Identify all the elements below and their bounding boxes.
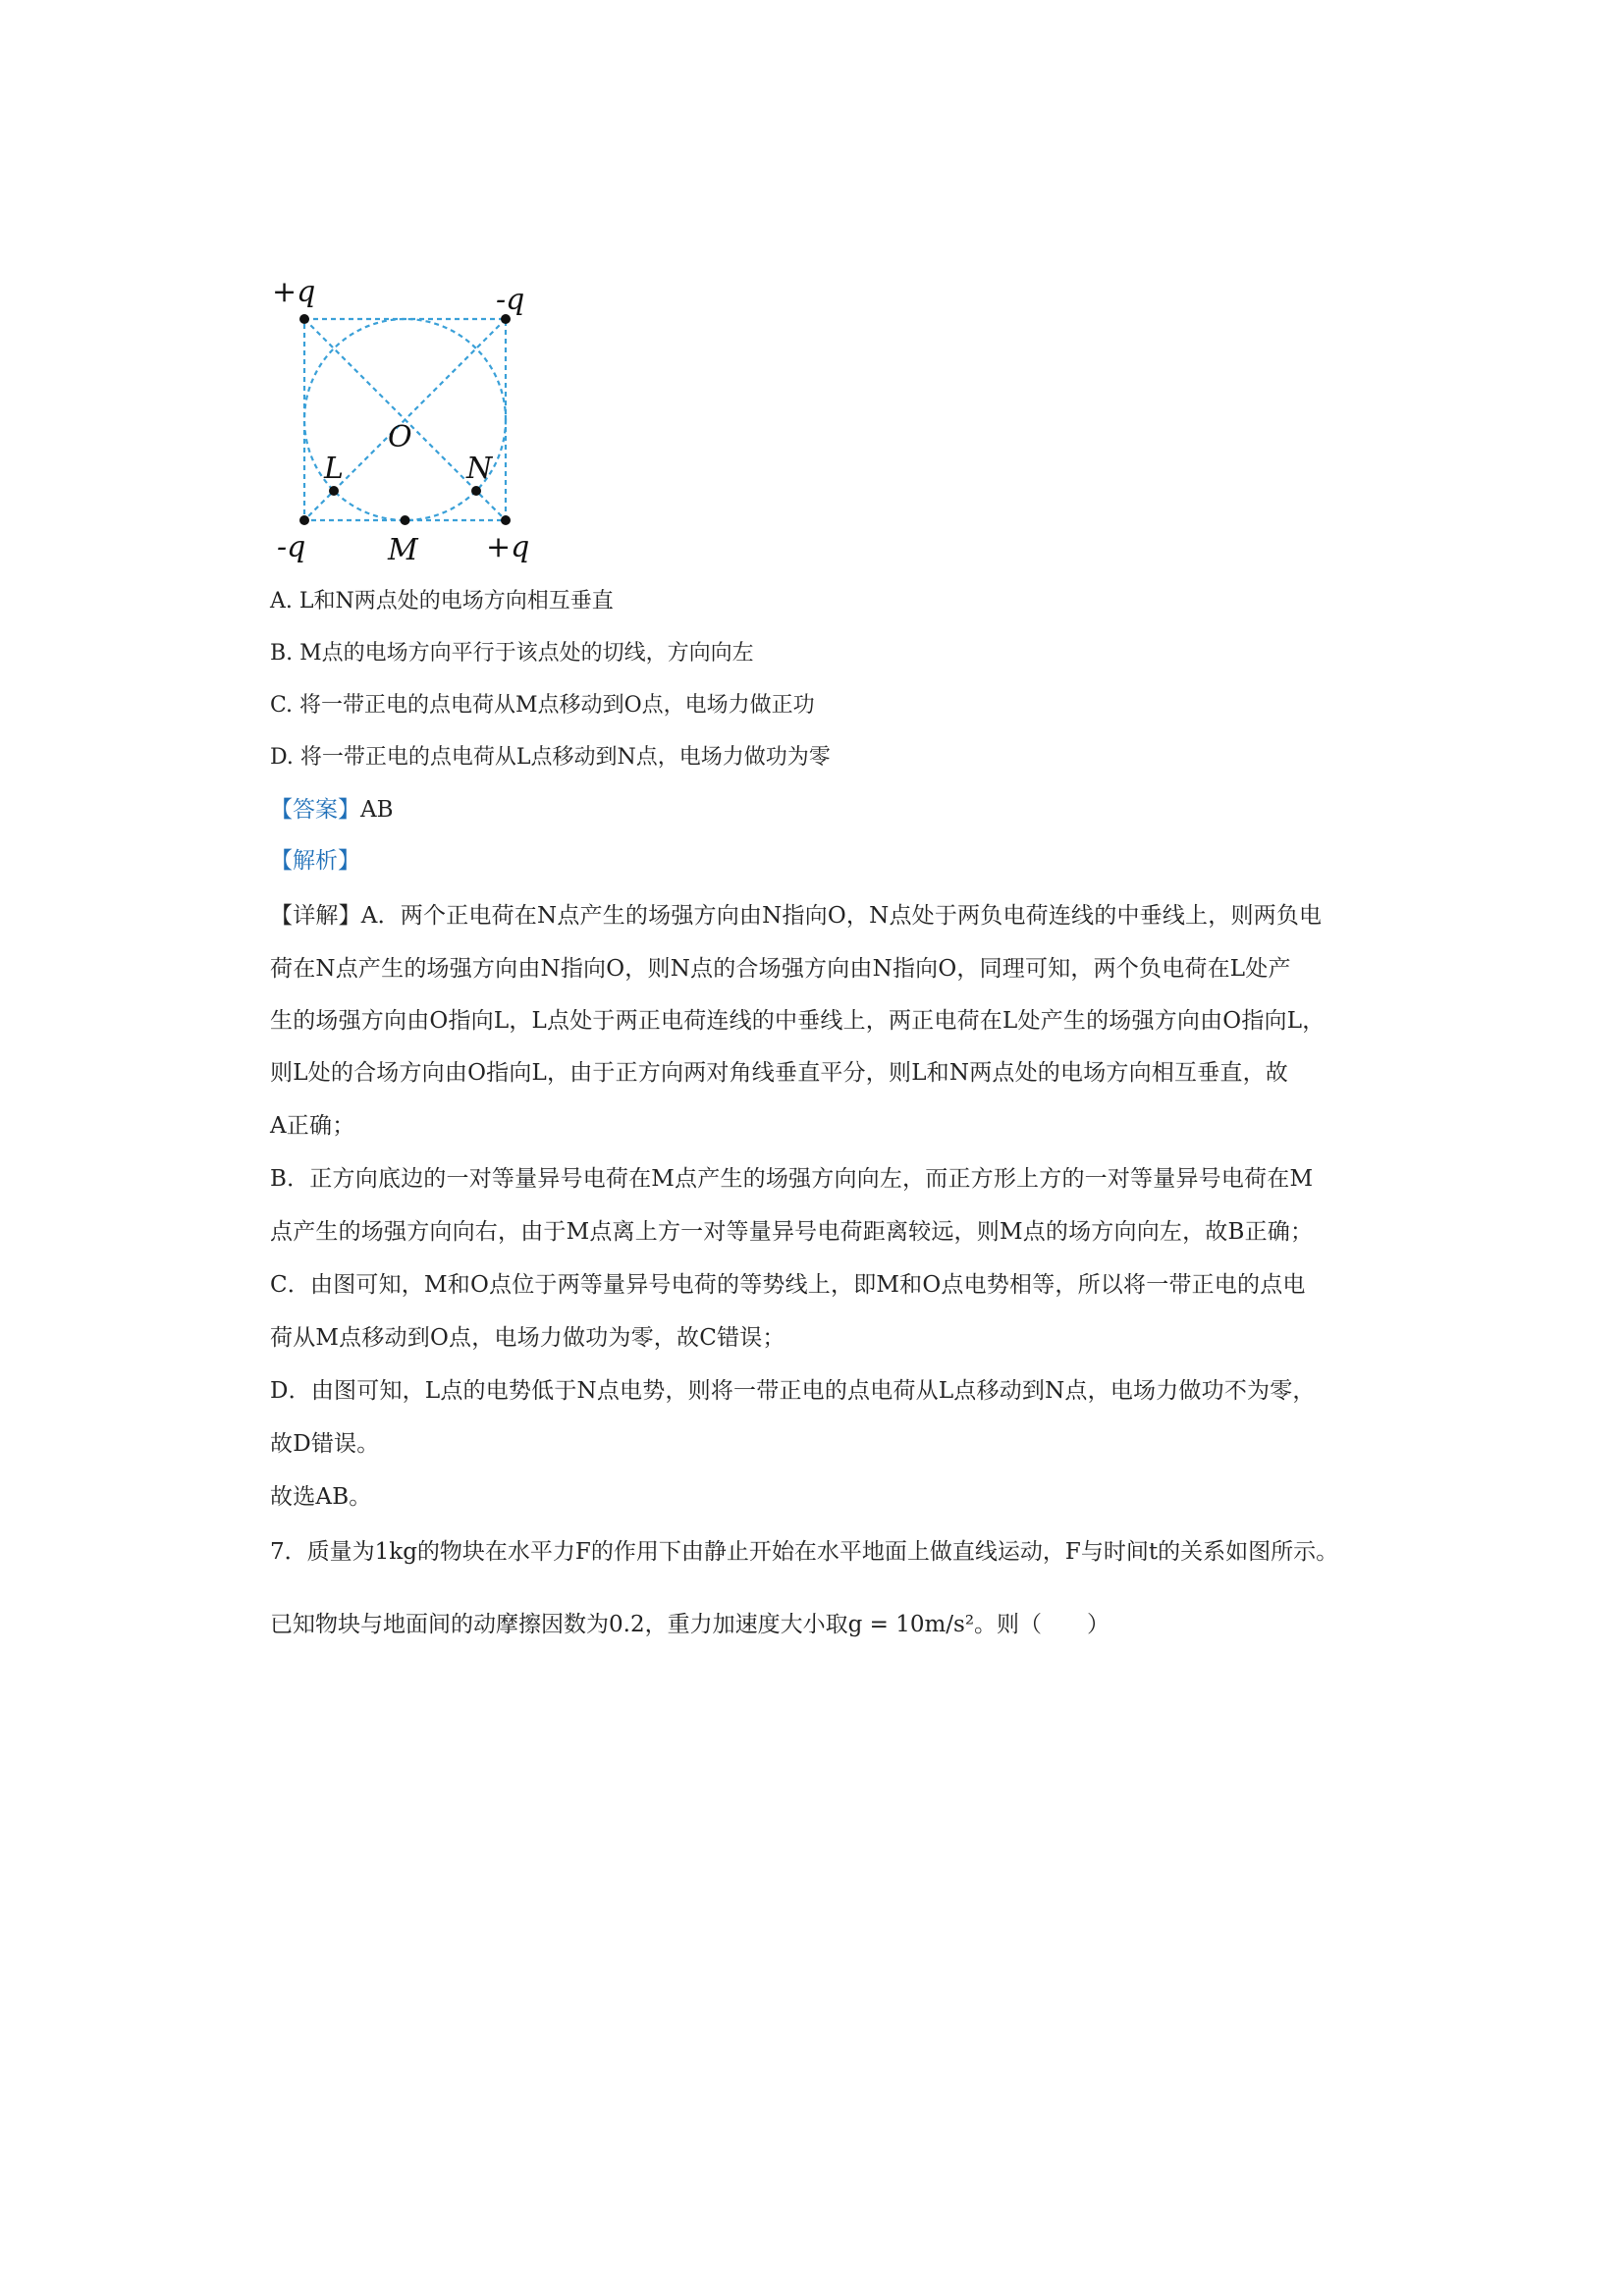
label-bottom-right: +q [486, 530, 530, 564]
detail-line-5: A正确； [270, 1113, 355, 1139]
detail-line-1: 【详解】A．两个正电荷在N点产生的场强方向由N指向O，N点处于两负电荷连线的中垂线上，则两负电 [270, 903, 1323, 929]
option-c: C. 将一带正电的点电荷从M点移动到O点，电场力做正功 [270, 693, 815, 718]
detail-line-9: 荷从M点移动到O点，电场力做功为零，故C错误； [270, 1325, 785, 1351]
label-center: O [388, 420, 412, 454]
option-d: D. 将一带正电的点电荷从L点移动到N点，电场力做功为零 [270, 745, 831, 770]
question-7-line-2: 已知物块与地面间的动摩擦因数为0.2，重力加速度大小取g = 10m/s²。则（ ） [270, 1612, 1110, 1637]
answer-value: AB [360, 797, 394, 823]
charge-top-left [299, 314, 309, 324]
detail-line-3: 生的场强方向由O指向L，L点处于两正电荷连线的中垂线上，两正电荷在L处产生的场强方向由O指向L， [270, 1008, 1326, 1034]
answer-tag: 【答案】 [270, 797, 360, 823]
detail-line-10: D．由图可知，L点的电势低于N点电势，则将一带正电的点电荷从L点移动到N点，电场力做功不为零， [270, 1378, 1316, 1404]
label-N: N [466, 452, 493, 486]
option-a: A. L和N两点处的电场方向相互垂直 [270, 589, 614, 614]
point-N [471, 486, 481, 496]
detail-line-11: 故D错误。 [270, 1431, 380, 1457]
charge-bottom-right [501, 515, 511, 525]
point-L [329, 486, 339, 496]
option-b: B. M点的电场方向平行于该点处的切线，方向向左 [270, 641, 754, 666]
label-M: M [388, 533, 418, 567]
label-bottom-left: -q [277, 530, 306, 564]
label-top-left: +q [272, 275, 316, 309]
analysis-tag: 【解析】 [270, 848, 360, 874]
answer-line [270, 795, 394, 825]
detail-line-2: 荷在N点产生的场强方向由N指向O，则N点的合场强方向由N指向O，同理可知，两个负电荷在L处产 [270, 956, 1291, 982]
detail-line-4: 则L处的合场方向由O指向L，由于正方向两对角线垂直平分，则L和N两点处的电场方向相互垂直，故 [270, 1060, 1289, 1086]
detail-line-7: 点产生的场强方向向右，由于M点离上方一对等量异号电荷距离较远，则M点的场方向向左，故B正确； [270, 1219, 1314, 1245]
label-top-right: -q [496, 283, 525, 317]
question-7-line-1: 7．质量为1kg的物块在水平力F的作用下由静止开始在水平地面上做直线运动，F与时间t的关系如图所示。 [270, 1539, 1339, 1565]
figure-svg [250, 260, 574, 574]
detail-line-8: C．由图可知，M和O点位于两等量异号电荷的等势线上，即M和O点电势相等，所以将一带正电的点电 [270, 1272, 1306, 1298]
charge-square-figure [250, 260, 574, 574]
charge-bottom-left [299, 515, 309, 525]
detail-line-6: B．正方向底边的一对等量异号电荷在M点产生的场强方向向左，而正方形上方的一对等量异号电荷在M [270, 1166, 1314, 1192]
point-M [401, 515, 410, 525]
label-L: L [324, 452, 344, 486]
detail-line-12: 故选AB。 [270, 1484, 372, 1510]
